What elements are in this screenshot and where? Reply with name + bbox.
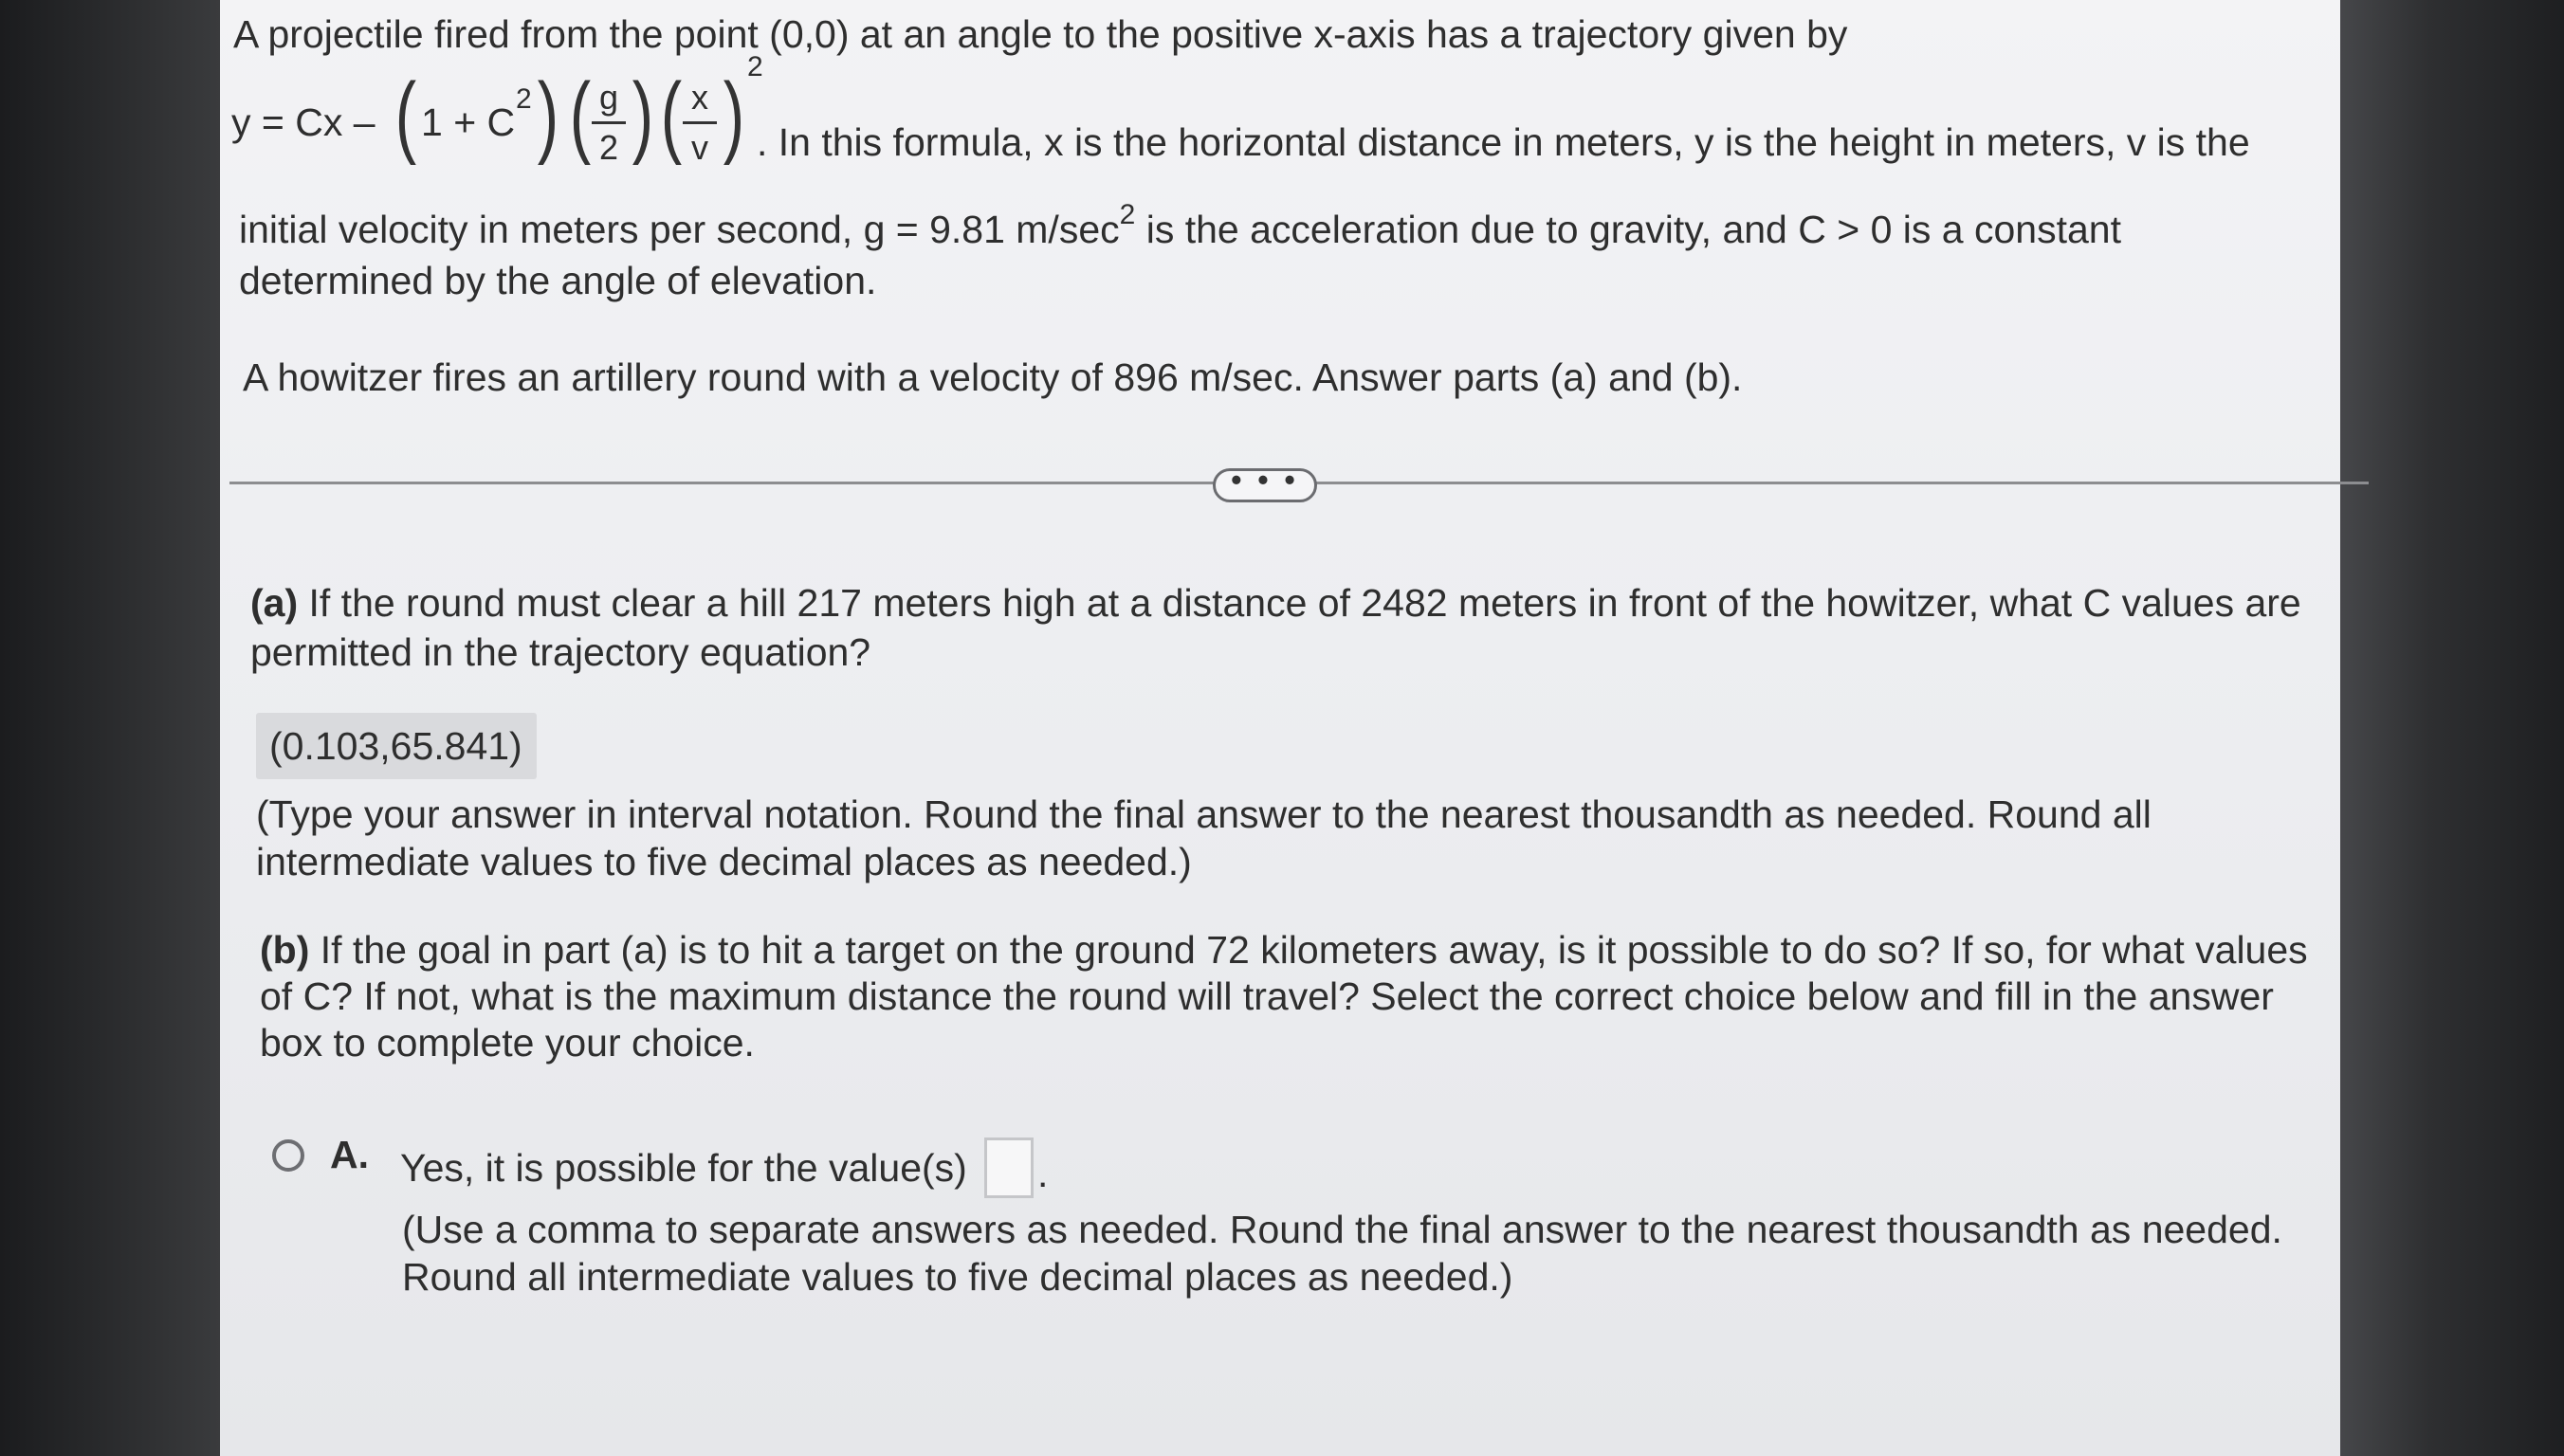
formula-fraction-x-over-v [679, 76, 721, 170]
option-a-radio[interactable] [272, 1139, 304, 1172]
formula-inner: 1 + C [421, 100, 516, 144]
intro-line-1: A projectile fired from the point (0,0) at an angle to the positive x-axis has a trajectory given by [233, 12, 1848, 56]
formula-paren-open-2: ( [569, 64, 592, 166]
part-a-question-text: If the round must clear a hill 217 meters high at a distance of 2482 meters in front of the howitzer, what C values are permitted in the trajectory equation? [250, 581, 2301, 674]
formula-outer-exponent: 2 [747, 51, 763, 82]
intro-line-5: A howitzer fires an artillery round with a velocity of 896 m/sec. Answer parts (a) and (b). [243, 355, 1743, 399]
intro-line-3 [239, 199, 2121, 259]
formula-paren-close-2: ) [632, 64, 654, 166]
part-b-question [260, 927, 2346, 1066]
formula-fraction-g-over-2 [588, 76, 630, 170]
option-a-answer-input[interactable] [984, 1138, 1034, 1198]
intro-line-4: determined by the angle of elevation. [239, 259, 877, 302]
intro-line-3-prefix: initial velocity in meters per second, g = 9.81 m/sec [239, 208, 1120, 251]
fraction-bar [683, 121, 717, 124]
formula-paren-close-3: ) [723, 64, 745, 166]
intro-line-3-suffix: is the acceleration due to gravity, and C > 0 is a constant [1135, 208, 2121, 251]
fraction-denominator: 2 [598, 128, 619, 167]
fraction-numerator: g [598, 78, 619, 117]
expand-more-button[interactable]: • • • [1213, 468, 1317, 502]
intro-line-2: . In this formula, x is the horizontal distance in meters, y is the height in meters, v is the [757, 120, 2250, 164]
part-a-label: (a) [250, 581, 299, 625]
formula-inner-exponent: 2 [516, 83, 532, 115]
question-panel [220, 0, 2340, 1456]
monitor-bezel-right [2340, 0, 2564, 1456]
option-a-text: Yes, it is possible for the value(s) [400, 1146, 967, 1190]
part-a-instructions: (Type your answer in interval notation. Round the final answer to the nearest thousandth as needed. Round all intermediate values to five decimal places as needed.) [256, 792, 2152, 883]
part-a-question [250, 578, 2336, 677]
option-a-letter [330, 1130, 369, 1179]
monitor-bezel-left [0, 0, 220, 1456]
option-a-period: . [1037, 1152, 1049, 1195]
option-a-note: (Use a comma to separate answers as needed. Round the final answer to the nearest thousandth as needed. Round all intermediate values to five decimal places as needed.) [402, 1208, 2282, 1299]
fraction-bar [592, 121, 626, 124]
part-a-answer-field[interactable]: (0.103,65.841) [256, 713, 537, 779]
part-b-label: (b) [260, 928, 310, 972]
formula-paren-open-3: ( [660, 64, 683, 166]
formula-paren-open-1: ( [394, 64, 417, 166]
fraction-denominator: v [691, 128, 708, 167]
formula-paren-close-1: ) [537, 64, 559, 166]
formula-lhs: y = Cx – [231, 100, 375, 144]
gravity-exponent: 2 [1119, 199, 1136, 230]
fraction-numerator: x [691, 78, 708, 117]
option-a-letter-text: A. [330, 1133, 369, 1176]
part-b-question-text: If the goal in part (a) is to hit a target on the ground 72 kilometers away, is it possible to do so? If so, for what values of C? If not, what is the maximum distance the round will travel? Select the correct choice below and fill in the answer box to complete your choice. [260, 928, 2308, 1065]
